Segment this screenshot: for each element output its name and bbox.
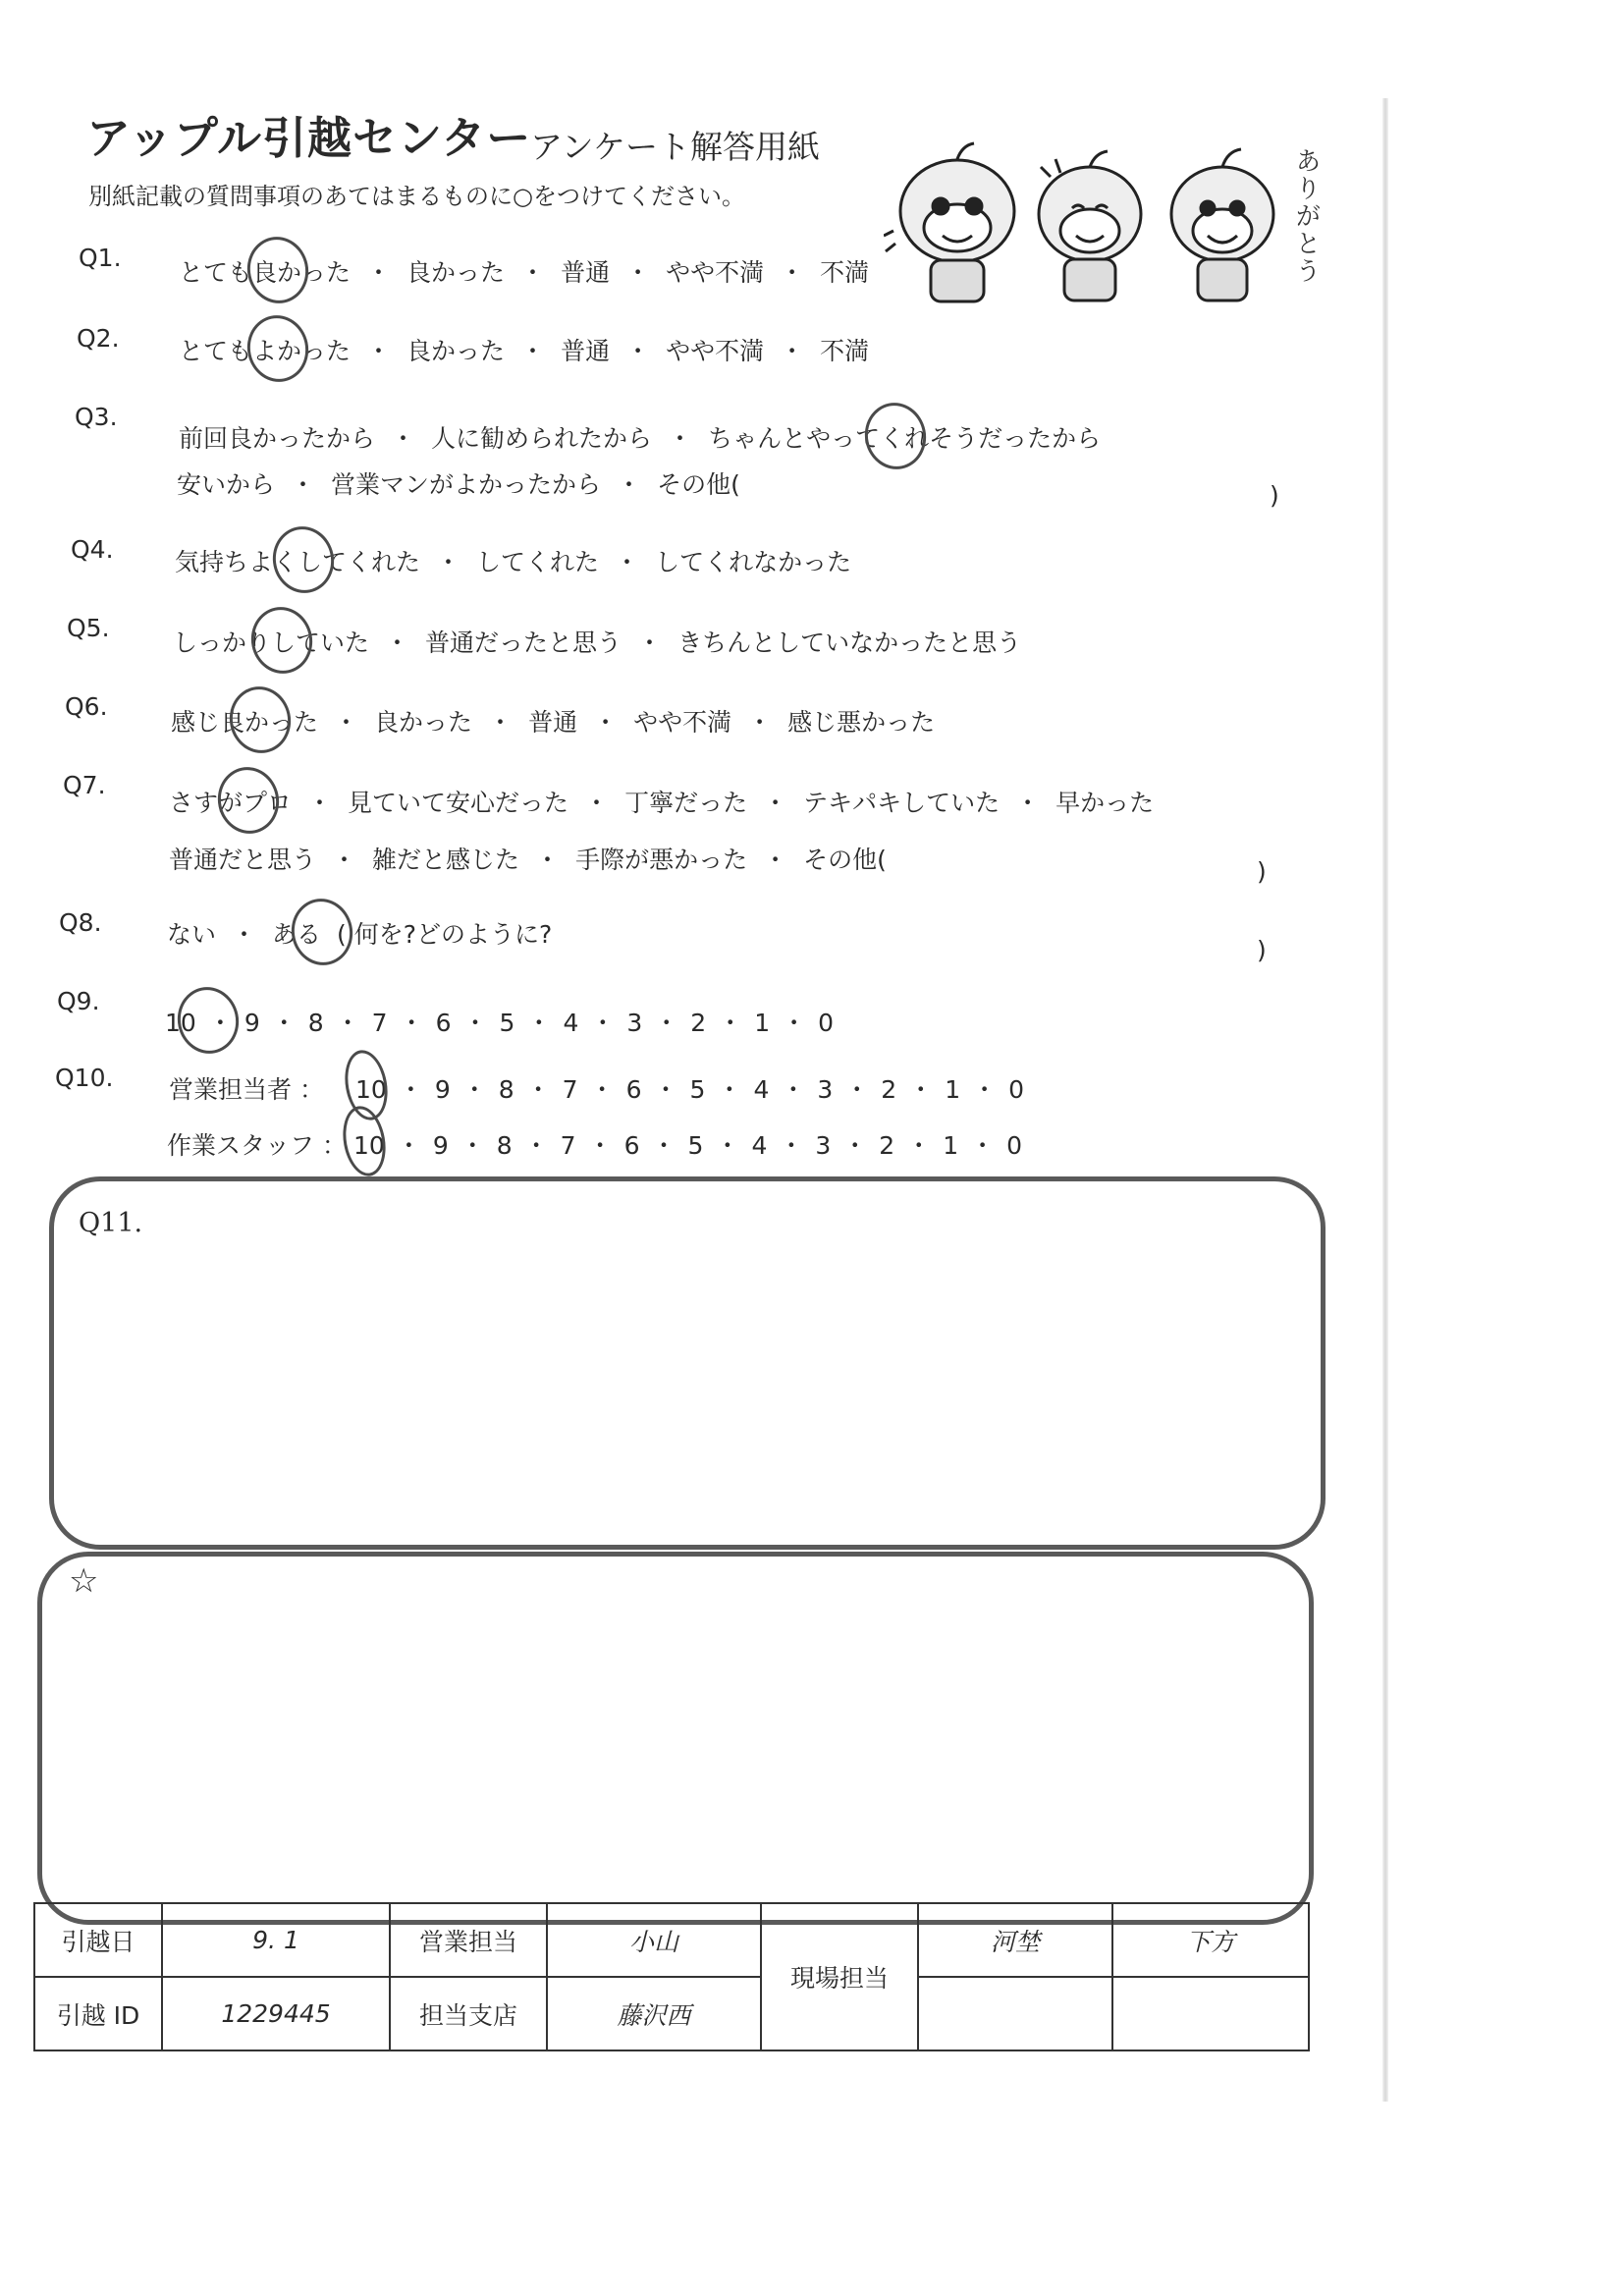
q10-rating-row	[169, 1070, 1024, 1106]
question-label: Q6.	[65, 692, 108, 721]
separator: ・	[398, 1075, 423, 1104]
separator: ・	[523, 1131, 549, 1160]
separator: ・	[396, 1131, 421, 1160]
option-selected[interactable]: ある	[272, 920, 321, 949]
site-staff-1: 河埜	[918, 1903, 1112, 1977]
rating-option[interactable]: 9	[434, 1075, 451, 1104]
option-row	[167, 915, 552, 951]
option[interactable]: 普通	[561, 337, 611, 365]
rating-option[interactable]: 5	[689, 1075, 706, 1104]
hand-drawn-circle-mark	[212, 761, 286, 839]
option[interactable]: その他(	[657, 470, 740, 499]
page-edge	[1382, 98, 1388, 2102]
rating-option[interactable]: 1	[945, 1075, 961, 1104]
option-selected[interactable]: さすがプロ	[169, 789, 292, 817]
option[interactable]: 不満	[820, 258, 870, 287]
option[interactable]: やや不満	[666, 337, 765, 365]
separator: ・	[535, 846, 561, 874]
separator: ・	[520, 337, 546, 365]
sales-label: 営業担当	[390, 1903, 547, 1977]
separator: ・	[906, 1131, 932, 1160]
q11-label: Q11.	[79, 1208, 143, 1238]
option[interactable]: 2	[690, 1009, 707, 1037]
sales-value: 小山	[547, 1903, 761, 1977]
option[interactable]: 3	[626, 1009, 643, 1037]
hand-drawn-circle-mark	[859, 397, 933, 474]
option-selected[interactable]: ちゃんとやってくれそうだったから	[708, 424, 1101, 453]
option-row	[169, 841, 887, 876]
option-selected[interactable]: 感じ良かった	[171, 708, 318, 737]
separator: ・	[332, 846, 357, 874]
separator: ・	[908, 1075, 934, 1104]
option[interactable]: 8	[307, 1009, 324, 1037]
separator: ・	[590, 1009, 616, 1037]
option-extra-prompt: ( 何を?どのように?	[329, 920, 553, 949]
question-label: Q3.	[75, 403, 118, 431]
option[interactable]: 安いから	[177, 470, 276, 499]
brand-title: アップル引越センター	[86, 112, 532, 164]
rating-selected[interactable]: 10	[355, 1075, 387, 1104]
separator: ・	[461, 1075, 487, 1104]
separator: ・	[718, 1009, 743, 1037]
option[interactable]: 営業マンがよかったから	[331, 470, 602, 499]
separator: ・	[334, 708, 359, 737]
rating-option[interactable]: 4	[751, 1131, 768, 1160]
branch-value: 藤沢西	[547, 1977, 761, 2050]
hand-drawn-circle-mark	[286, 893, 359, 970]
rating-option[interactable]: 8	[496, 1131, 513, 1160]
footer-info-table	[33, 1902, 1310, 2051]
option[interactable]: 見ていて安心だった	[348, 789, 569, 817]
separator: ・	[488, 708, 514, 737]
separator: ・	[972, 1075, 998, 1104]
option-row	[173, 624, 1021, 659]
branch-label: 担当支店	[390, 1977, 547, 2050]
option[interactable]: テキパキしていた	[803, 789, 1001, 817]
q10-label: Q10.	[55, 1064, 114, 1092]
separator: ・	[366, 337, 392, 365]
q10-row-name: 作業スタッフ ：	[167, 1131, 347, 1160]
option[interactable]: 人に勧められたから	[431, 424, 653, 453]
option-row	[177, 465, 740, 501]
q11-comment-box[interactable]	[49, 1176, 1325, 1550]
separator: ・	[462, 1009, 488, 1037]
site-staff-3	[918, 1977, 1112, 2050]
rating-option[interactable]: 3	[815, 1131, 832, 1160]
rating-option[interactable]: 1	[943, 1131, 959, 1160]
separator: ・	[970, 1131, 996, 1160]
separator: ・	[460, 1131, 485, 1160]
separator: ・	[779, 1131, 804, 1160]
rating-option[interactable]: 9	[432, 1131, 449, 1160]
question-label: Q2.	[77, 324, 120, 353]
separator: ・	[385, 629, 410, 657]
option-row	[169, 784, 1154, 819]
question-label: Q4.	[71, 535, 114, 564]
option-selected[interactable]: 気持ちよくしてくれた	[175, 548, 420, 576]
option[interactable]: 5	[499, 1009, 515, 1037]
separator: ・	[526, 1009, 552, 1037]
site-staff-2: 下方	[1112, 1903, 1309, 1977]
option[interactable]: 0	[818, 1009, 835, 1037]
monkey-1-icon	[884, 143, 1014, 301]
q10-rating-row	[167, 1126, 1022, 1162]
rating-option[interactable]: 8	[498, 1075, 514, 1104]
rating-option[interactable]: 5	[687, 1131, 704, 1160]
site-staff-4	[1112, 1977, 1309, 2050]
separator: ・	[842, 1131, 868, 1160]
closing-paren: )	[1257, 936, 1267, 964]
separator: ・	[654, 1009, 679, 1037]
separator: ・	[844, 1075, 870, 1104]
separator: ・	[520, 258, 546, 287]
option-selected[interactable]: とても良かった	[179, 258, 351, 287]
option[interactable]: 感じ悪かった	[787, 708, 936, 737]
option-selected[interactable]: しっかりしていた	[173, 629, 369, 657]
option[interactable]: 普通だったと思う	[425, 629, 622, 657]
question-label: Q8.	[59, 908, 102, 937]
closing-paren: )	[1270, 481, 1279, 510]
option[interactable]: 良かった	[406, 258, 506, 287]
separator: ・	[668, 424, 693, 453]
option[interactable]: 7	[371, 1009, 388, 1037]
instruction-text: 別紙記載の質問事項のあてはまるものに○をつけてください。	[88, 183, 745, 210]
separator: ・	[782, 1009, 807, 1037]
option[interactable]: 手際が悪かった	[575, 846, 748, 874]
option[interactable]: 9	[243, 1009, 260, 1037]
hand-drawn-circle-mark	[338, 1103, 391, 1179]
separator: ・	[593, 708, 619, 737]
separator: ・	[637, 629, 663, 657]
separator: ・	[717, 1075, 742, 1104]
option[interactable]: やや不満	[666, 258, 765, 287]
option[interactable]: 6	[435, 1009, 452, 1037]
option[interactable]: その他(	[803, 846, 887, 874]
mascot-monkeys-illustration	[884, 137, 1306, 314]
option-selected[interactable]: とてもよかった	[179, 337, 351, 365]
separator: ・	[653, 1075, 678, 1104]
separator: ・	[399, 1009, 424, 1037]
moving-date-label: 引越日	[34, 1903, 162, 1977]
separator: ・	[587, 1131, 613, 1160]
separator: ・	[525, 1075, 551, 1104]
option[interactable]: 1	[754, 1009, 771, 1037]
question-label: Q1.	[79, 244, 122, 272]
separator: ・	[615, 548, 640, 576]
separator: ・	[391, 424, 416, 453]
hand-drawn-circle-mark	[224, 681, 298, 758]
separator: ・	[625, 337, 651, 365]
option[interactable]: 前回良かったから	[179, 424, 376, 453]
thanks-text: ありがとう	[1291, 147, 1321, 285]
hand-drawn-circle-mark	[242, 231, 315, 308]
rating-option[interactable]: 2	[881, 1075, 897, 1104]
question-label: Q7.	[63, 771, 106, 799]
option-row	[179, 419, 1101, 455]
closing-paren: )	[1257, 857, 1267, 886]
rating-option[interactable]: 4	[753, 1075, 770, 1104]
option[interactable]: 良かった	[406, 337, 506, 365]
option[interactable]: やや不満	[633, 708, 732, 737]
separator: ・	[780, 258, 805, 287]
rating-option[interactable]: 7	[562, 1075, 578, 1104]
separator: ・	[651, 1131, 676, 1160]
separator: ・	[271, 1009, 297, 1037]
option[interactable]: ない	[167, 920, 217, 949]
hand-drawn-circle-mark	[245, 601, 319, 679]
separator: ・	[781, 1075, 806, 1104]
question-label: Q5.	[67, 614, 110, 642]
separator: ・	[232, 920, 257, 949]
option[interactable]: 丁寧だった	[624, 789, 748, 817]
option-row	[171, 703, 935, 738]
separator: ・	[307, 789, 333, 817]
hand-drawn-circle-mark	[267, 520, 341, 598]
rating-option[interactable]: 7	[560, 1131, 576, 1160]
option[interactable]: 不満	[820, 337, 870, 365]
option[interactable]: 普通だと思う	[169, 846, 317, 874]
separator: ・	[715, 1131, 740, 1160]
rating-option[interactable]: 6	[625, 1075, 642, 1104]
option[interactable]: 早かった	[1055, 789, 1155, 817]
form-subtitle: アンケート解答用紙	[530, 128, 821, 166]
star-comment-box[interactable]	[37, 1552, 1314, 1925]
moving-id-label: 引越 ID	[34, 1977, 162, 2050]
separator: ・	[207, 1009, 233, 1037]
option-row	[179, 253, 869, 289]
moving-id-value: 1229445	[162, 1977, 390, 2050]
hand-drawn-circle-mark	[171, 981, 244, 1059]
q10-row-name: 営業担当者 ：	[169, 1075, 324, 1104]
separator: ・	[747, 708, 773, 737]
rating-option[interactable]: 2	[879, 1131, 895, 1160]
site-label: 現場担当	[761, 1903, 918, 2050]
separator: ・	[763, 846, 788, 874]
option-row	[179, 332, 869, 367]
option[interactable]: 4	[563, 1009, 579, 1037]
option[interactable]: 普通	[561, 258, 611, 287]
option[interactable]: してくれた	[476, 548, 600, 576]
separator: ・	[589, 1075, 615, 1104]
option-row	[165, 1004, 834, 1039]
separator: ・	[617, 470, 642, 499]
separator: ・	[366, 258, 392, 287]
rating-option[interactable]: 6	[623, 1131, 640, 1160]
separator: ・	[291, 470, 316, 499]
star-icon: ☆	[69, 1561, 99, 1601]
monkey-2-icon	[1039, 151, 1141, 301]
option[interactable]: 普通	[528, 708, 578, 737]
separator: ・	[436, 548, 461, 576]
option-selected[interactable]: 10	[165, 1009, 196, 1037]
option-row	[175, 543, 851, 578]
rating-option[interactable]: 0	[1008, 1075, 1025, 1104]
option[interactable]: きちんとしていなかったと思う	[677, 629, 1022, 657]
separator: ・	[584, 789, 610, 817]
option[interactable]: 雑だと感じた	[372, 846, 520, 874]
separator: ・	[763, 789, 788, 817]
separator: ・	[625, 258, 651, 287]
monkey-3-icon	[1171, 149, 1273, 301]
rating-selected[interactable]: 10	[353, 1131, 385, 1160]
option[interactable]: してくれなかった	[655, 548, 852, 576]
option[interactable]: 良かった	[374, 708, 473, 737]
separator: ・	[335, 1009, 360, 1037]
moving-date-value: 9. 1	[162, 1903, 390, 1977]
question-label: Q9.	[57, 987, 100, 1015]
rating-option[interactable]: 0	[1006, 1131, 1023, 1160]
separator: ・	[780, 337, 805, 365]
separator: ・	[1015, 789, 1041, 817]
hand-drawn-circle-mark	[242, 309, 315, 387]
rating-option[interactable]: 3	[817, 1075, 834, 1104]
